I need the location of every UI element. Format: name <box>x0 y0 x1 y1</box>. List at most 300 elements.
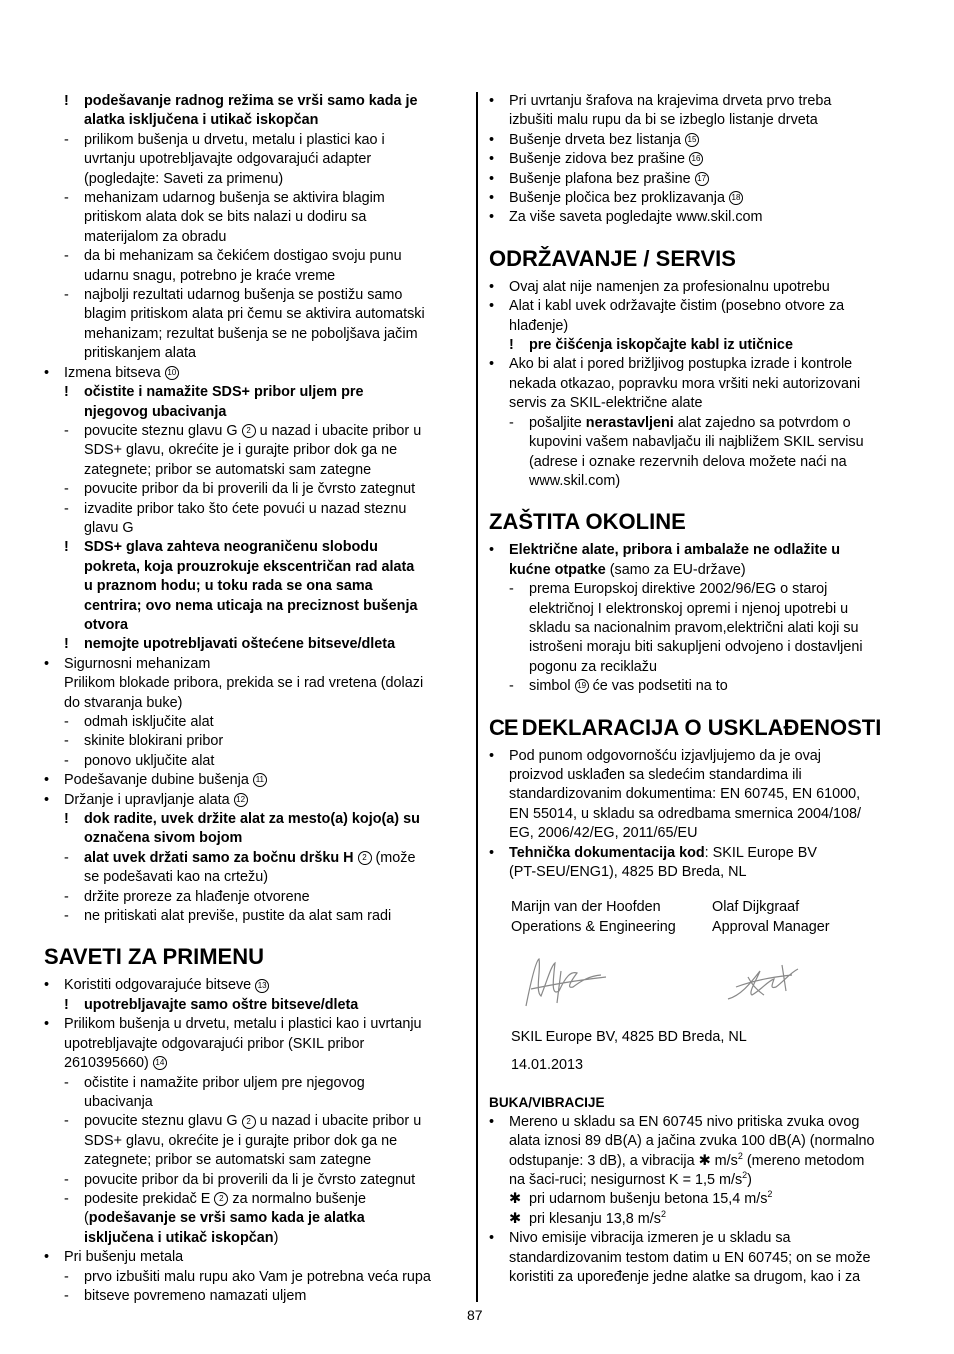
dash-marker: - <box>64 908 69 925</box>
text-line <box>489 824 913 843</box>
text-line <box>489 150 913 169</box>
dash-marker: - <box>64 1113 69 1130</box>
text-line <box>44 111 466 130</box>
text-line <box>44 267 466 286</box>
text-line <box>44 538 466 557</box>
line-text-tail: alat zajedno sa potvrdom o <box>673 414 851 431</box>
dash-marker: - <box>64 248 69 265</box>
text-line <box>489 1132 913 1151</box>
line-text: Prilikom blokade pribora, prekida se i rad vretena (dolazi <box>64 675 424 692</box>
line-text: alat uvek držati samo za bočnu dršku H <box>84 849 354 866</box>
line-text: Alat i kabl uvek održavajte čistim (posebno otvore za <box>509 298 845 315</box>
section-heading <box>489 509 913 535</box>
text-line <box>44 674 466 693</box>
section-heading-text: DEKLARACIJA O USKLAĐENOSTI <box>521 714 882 740</box>
bullet-icon: • <box>44 655 50 672</box>
line-text: nemojte upotrebljavati oštećene bitseve/dleta <box>84 636 396 653</box>
text-line <box>489 472 913 491</box>
text-line <box>489 619 913 638</box>
line-text: upotrebljavajte samo oštre bitseve/dleta <box>84 996 359 1013</box>
line-text: prema Europskoj direktive 2002/96/EG o staroj <box>529 581 828 598</box>
line-text: Bušenje zidova bez prašine <box>509 151 685 168</box>
reference-number-icon: 17 <box>695 172 709 186</box>
warning-marker: ! <box>64 811 69 828</box>
text-line <box>44 849 466 868</box>
line-text: EN 55014, u skladu sa odredbama smernica 2004/108/ <box>509 805 861 822</box>
bullet-icon: • <box>489 131 495 148</box>
superscript: 2 <box>737 1150 743 1161</box>
text-line <box>489 600 913 619</box>
line-text: SDS+ glavu, okrećite je i gurajte pribor dok ga ne <box>84 442 398 459</box>
line-text: Podešavanje dubine bušenja <box>64 772 249 789</box>
reference-number-icon: 2 <box>242 1115 256 1129</box>
line-text-tail: (može <box>371 849 416 866</box>
text-line <box>44 1151 466 1170</box>
line-text: hlađenje) <box>509 317 569 334</box>
bullet-icon: • <box>489 356 495 373</box>
line-text: istrošeni moraju biti sakupljeni odvojeno i dostavljeni <box>529 639 863 656</box>
text-line <box>489 1113 913 1132</box>
signature-right-image <box>712 937 913 1027</box>
line-text: SDS+ glava zahteva neograničenu slobodu <box>84 539 378 556</box>
line-text: centrira; ovo nema uticaja na preciznost bušenja <box>84 597 418 614</box>
line-text: blagim pritiskom alata pri čemu se aktivira automatski <box>84 306 425 323</box>
line-text: pri udarnom bušenju betona 15,4 m/s <box>529 1191 768 1208</box>
text-line <box>44 325 466 344</box>
dash-marker: - <box>64 1190 69 1207</box>
line-text: zategnete; pribor se automatski sam zategne <box>84 461 372 478</box>
text-line <box>44 771 466 790</box>
reference-number-icon: 2 <box>242 424 256 438</box>
line-text: Pri bušenju metala <box>64 1249 184 1266</box>
line-text: pritiskanjem alata <box>84 345 196 362</box>
reference-number-icon: 13 <box>255 979 269 993</box>
reference-number-icon: 19 <box>575 679 589 693</box>
dash-marker: - <box>509 678 514 695</box>
line-text: skladu sa nacionalnim pravom,električni alati koji su <box>529 619 859 636</box>
right-column <box>489 92 913 1288</box>
line-text: Bušenje drveta bez listanja <box>509 131 681 148</box>
dash-marker: - <box>509 414 514 431</box>
text-line <box>44 868 466 887</box>
line-text: očistite i namažite pribor uljem pre njegovog <box>84 1074 365 1091</box>
text-line <box>44 208 466 227</box>
text-line <box>44 344 466 363</box>
text-line <box>489 677 913 696</box>
line-text: glavu G <box>84 519 134 536</box>
text-line <box>44 305 466 324</box>
line-text-bold: podešavanje se vrši samo kada je alatka <box>88 1210 365 1227</box>
text-line <box>44 976 466 995</box>
declaration-date: 14.01.2013 <box>511 1057 584 1074</box>
line-text-tail: u nazad i ubacite pribor u <box>255 422 422 439</box>
handwritten-signature-right <box>712 951 822 1013</box>
text-line <box>44 441 466 460</box>
text-line <box>489 844 913 863</box>
ce-mark-icon: CE <box>489 714 518 740</box>
text-line <box>44 577 466 596</box>
text-line <box>489 189 913 208</box>
text-line <box>489 375 913 394</box>
line-text: simbol <box>529 678 571 695</box>
line-text: pritiskom alata dok se bits nalazi u dodiru sa <box>84 209 367 226</box>
text-line <box>489 561 913 580</box>
text-line <box>489 1190 913 1209</box>
text-line <box>44 752 466 771</box>
text-line <box>44 1209 466 1228</box>
line-text: bitseve povremeno namazati uljem <box>84 1287 307 1304</box>
text-line <box>489 1152 913 1171</box>
text-line <box>44 519 466 538</box>
text-line <box>44 247 466 266</box>
text-line <box>44 713 466 732</box>
superscript: 2 <box>660 1209 666 1220</box>
text-line <box>44 1229 466 1248</box>
line-text: izvadite pribor tako što ćete povući u nazad steznu <box>84 500 407 517</box>
line-text: Mereno u skladu sa EN 60745 nivo pritiska zvuka ovog <box>509 1113 860 1130</box>
text-line <box>44 422 466 441</box>
line-text: prilikom bušenja u drvetu, metalu i plastici kao i <box>84 131 385 148</box>
warning-marker: ! <box>64 636 69 653</box>
line-text: kupovini vašem nabavljaču ili najbližem SKIL servisu <box>529 434 864 451</box>
line-text: kućne otpatke <box>509 561 606 578</box>
line-text: pre čišćenja iskopčajte kabl iz utičnice <box>529 337 793 354</box>
bullet-icon: • <box>489 298 495 315</box>
line-text: Pri uvrtanju šrafova na krajevima drveta prvo treba <box>509 93 832 109</box>
text-line <box>44 1171 466 1190</box>
text-line <box>44 1054 466 1073</box>
text-line <box>489 541 913 560</box>
text-line <box>44 558 466 577</box>
line-text: do stvaranja buke) <box>64 694 183 711</box>
line-text: izbušiti malu rupu da bi se izbeglo listanje drveta <box>509 112 818 129</box>
signature-left <box>489 898 712 937</box>
text-line <box>44 189 466 208</box>
text-line <box>489 785 913 804</box>
signature-left-image <box>489 937 712 1027</box>
line-text: da bi mehanizam sa čekićem dostigao svoju punu <box>84 248 402 265</box>
warning-marker: ! <box>509 337 514 354</box>
line-text: skinite blokirani pribor <box>84 733 224 750</box>
line-text: uvrtanju upotrebljavajte odgovarajući adapter <box>84 151 372 168</box>
asterisk-icon: ✱ <box>509 1210 522 1227</box>
line-text-tail: ) <box>747 1172 752 1189</box>
reference-number-icon: 12 <box>234 793 248 807</box>
asterisk-icon: ✱ <box>509 1191 522 1208</box>
text-line <box>44 635 466 654</box>
line-text: Koristiti odgovarajuće bitseve <box>64 977 252 994</box>
text-line <box>44 480 466 499</box>
line-text: mehanizam udarnog bušenja se aktivira blagim <box>84 190 385 207</box>
superscript: 2 <box>742 1170 748 1181</box>
text-line <box>489 1210 913 1229</box>
dash-marker: - <box>64 422 69 439</box>
reference-number-icon: 2 <box>358 851 372 865</box>
reference-number-icon: 15 <box>685 133 699 147</box>
line-text: Za više saveta pogledajte www.skil.com <box>509 209 763 226</box>
line-text: označena sivom bojom <box>84 830 243 847</box>
dash-marker: - <box>64 287 69 304</box>
text-line <box>44 403 466 422</box>
text-line <box>44 92 466 111</box>
text-line <box>44 461 466 480</box>
line-text-tail: za normalno bušenje <box>228 1190 367 1207</box>
page-number: 87 <box>467 1307 483 1323</box>
line-text: prvo izbušiti malu rupu ako Vam je potrebna veća rupa <box>84 1268 431 1285</box>
section-heading-text: ZAŠTITA OKOLINE <box>489 509 686 535</box>
line-text: se podešavati kao na crtežu) <box>84 869 268 886</box>
text-line <box>489 805 913 824</box>
company-line: SKIL Europe BV, 4825 BD Breda, NL <box>511 1028 747 1045</box>
text-line <box>489 580 913 599</box>
line-text: materijalom za obradu <box>84 228 227 245</box>
text-line <box>44 732 466 751</box>
section-heading-text: ODRŽAVANJE / SERVIS <box>489 245 736 271</box>
line-text: pošaljite <box>529 414 586 431</box>
line-text: mehanizam; rezultat bušenja se ne poboljšava jačim <box>84 325 418 342</box>
line-text: držite proreze za hlađenje otvorene <box>84 888 310 905</box>
bullet-icon: • <box>489 278 495 295</box>
signature-images <box>489 937 913 1027</box>
reference-number-icon: 10 <box>165 366 179 380</box>
reference-number-icon: 18 <box>729 191 743 205</box>
dash-marker: - <box>64 1287 69 1304</box>
reference-number-icon: 2 <box>214 1192 228 1206</box>
line-text-tail: : SKIL Europe BV <box>704 844 817 861</box>
dash-marker: - <box>64 1171 69 1188</box>
text-line <box>44 616 466 635</box>
text-line <box>44 1112 466 1131</box>
line-text: povucite pribor da bi proverili da li je čvrsto zategnut <box>84 1171 416 1188</box>
line-text: standardizovanim dokumentima: EN 60745, EN 61000, <box>509 786 861 803</box>
line-text: Pod punom odgovornošću izjavljujemo da je ovaj <box>509 747 821 764</box>
text-line <box>489 747 913 766</box>
text-line <box>44 829 466 848</box>
bullet-icon: • <box>489 747 495 764</box>
dash-marker: - <box>509 581 514 598</box>
line-text: Tehnička dokumentacija kod <box>509 844 705 861</box>
text-line <box>44 1015 466 1034</box>
dash-marker: - <box>64 888 69 905</box>
right-column-lines <box>489 92 913 882</box>
signer-right-title: Approval Manager <box>712 918 830 935</box>
reference-number-icon: 14 <box>153 1056 167 1070</box>
text-line <box>44 1035 466 1054</box>
text-line <box>44 150 466 169</box>
line-text: Nivo emisije vibracija izmeren je u skladu sa <box>509 1230 791 1247</box>
dash-marker: - <box>64 714 69 730</box>
text-line <box>489 1249 913 1268</box>
reference-number-icon: 11 <box>253 773 267 787</box>
line-text: 2610395660) <box>64 1055 149 1072</box>
warning-marker: ! <box>64 384 69 401</box>
line-text: Ovaj alat nije namenjen za profesionalnu upotrebu <box>509 278 830 295</box>
text-line <box>44 1074 466 1093</box>
line-text: ponovo uključite alat <box>84 752 215 769</box>
bullet-icon: • <box>489 151 495 168</box>
text-line <box>44 597 466 616</box>
line-text: pogonu za reciklažu <box>529 658 657 675</box>
text-line <box>489 317 913 336</box>
bullet-icon: • <box>44 772 50 789</box>
line-text: udarnu snagu, potrebno je kraće vreme <box>84 267 336 284</box>
buka-heading: BUKA/VIBRACIJE <box>489 1095 605 1111</box>
warning-marker: ! <box>64 996 69 1013</box>
line-text: Bušenje pločica bez proklizavanja <box>509 190 725 207</box>
line-text: EG, 2006/42/EG, 2011/65/EU <box>509 825 698 842</box>
bullet-icon: • <box>44 791 50 808</box>
line-text: upotrebljavajte odgovarajući pribor (SKIL pribor <box>64 1035 365 1052</box>
line-text: nekada otkazao, popravku mora vršiti neki autorizovani <box>509 375 861 392</box>
text-line <box>44 170 466 189</box>
text-line <box>44 383 466 402</box>
line-text: povucite steznu glavu G <box>84 422 238 439</box>
signer-left-title: Operations & Engineering <box>511 918 676 935</box>
bullet-icon: • <box>489 1113 495 1130</box>
line-text: zategnete; pribor se automatski sam zategne <box>84 1152 372 1169</box>
text-line <box>489 278 913 297</box>
text-line <box>44 1248 466 1267</box>
bullet-icon: • <box>489 170 495 187</box>
text-line <box>489 92 913 111</box>
line-text: pri klesanju 13,8 m/s <box>529 1210 661 1227</box>
line-text-bold: nerastavljeni <box>585 414 674 431</box>
bullet-icon: • <box>489 1230 495 1247</box>
text-line <box>489 1229 913 1248</box>
text-line <box>44 228 466 247</box>
line-text: isključena i utikač iskopčan <box>84 1229 274 1246</box>
line-text: ( <box>84 1210 89 1227</box>
line-text-tail: (samo za EU-države) <box>605 561 746 578</box>
text-line <box>489 394 913 413</box>
bullet-icon: • <box>489 542 495 559</box>
signature-right <box>712 898 913 937</box>
text-line <box>489 453 913 472</box>
bullet-icon: • <box>44 977 50 994</box>
text-line <box>44 655 466 674</box>
text-line <box>489 1268 913 1287</box>
line-text-tail: u nazad i ubacite pribor u <box>255 1113 422 1130</box>
text-line <box>44 1190 466 1209</box>
line-text: Sigurnosni mehanizam <box>64 655 211 672</box>
text-line <box>44 1287 466 1306</box>
line-text: u praznom hodu; u toku rada se ona sama <box>84 578 373 595</box>
line-text: Prilikom bušenja u drvetu, metalu i plastici kao i uvrtanju <box>64 1016 422 1033</box>
text-line <box>489 863 913 882</box>
text-line <box>44 131 466 150</box>
text-line <box>489 297 913 316</box>
line-text: električnoj I elektronskoj opremi i njenoj upotrebi u <box>529 600 849 617</box>
line-text: njegovog ubacivanja <box>84 403 227 420</box>
section-heading <box>489 246 913 272</box>
text-line <box>44 1093 466 1112</box>
bullet-icon: • <box>44 1016 50 1033</box>
section-heading <box>44 944 466 970</box>
line-text: povucite steznu glavu G <box>84 1113 238 1130</box>
text-line <box>489 658 913 677</box>
dash-marker: - <box>64 131 69 148</box>
dash-marker: - <box>64 190 69 207</box>
line-text: Električne alate, pribora i ambalaže ne odlažite u <box>509 542 841 559</box>
dash-marker: - <box>64 500 69 517</box>
line-text: Ako bi alat i pored brižljivog postupka izrade i kontrole <box>509 356 853 373</box>
bullet-icon: • <box>489 190 495 207</box>
superscript: 2 <box>767 1189 773 1200</box>
line-text: otvora <box>84 616 128 633</box>
text-line <box>489 433 913 452</box>
text-line <box>44 364 466 383</box>
bullet-icon: • <box>489 844 495 861</box>
text-line <box>44 1132 466 1151</box>
dash-marker: - <box>64 481 69 498</box>
line-text: ubacivanja <box>84 1093 153 1110</box>
signer-right-name: Olaf Dijkgraaf <box>712 899 800 916</box>
text-line <box>44 888 466 907</box>
text-line <box>44 1268 466 1287</box>
section-heading <box>489 715 913 741</box>
line-text: (pogledajte: Saveti za primenu) <box>84 170 284 187</box>
line-text: podesite prekidač E <box>84 1190 211 1207</box>
signer-left-name: Marijn van der Hoofden <box>511 899 661 916</box>
line-text: Izmena bitseva <box>64 364 161 381</box>
bullet-icon: • <box>489 209 495 226</box>
text-line <box>489 208 913 227</box>
line-text: najbolji rezultati udarnog bušenja se postižu samo <box>84 287 403 304</box>
line-text: alata iznosi 89 dB(A) a jačina zvuka 100 dB(A) (normalno <box>509 1133 875 1150</box>
line-text: (PT-SEU/ENG1), 4825 BD Breda, NL <box>509 864 747 880</box>
line-text: (adrese i oznake rezervnih delova možete naći na <box>529 453 847 470</box>
dash-marker: - <box>64 1268 69 1285</box>
column-divider <box>476 92 478 1302</box>
line-text: standardizovanim testom datim u EN 60745; on se može <box>509 1249 871 1266</box>
line-text: podešavanje radnog režima se vrši samo kada je <box>84 93 418 109</box>
text-line <box>44 996 466 1015</box>
warning-marker: ! <box>64 93 69 109</box>
text-line <box>489 170 913 189</box>
text-line <box>44 694 466 713</box>
left-column <box>44 92 466 1306</box>
text-line <box>44 286 466 305</box>
text-line <box>44 500 466 519</box>
line-text: povucite pribor da bi proverili da li je čvrsto zategnut <box>84 481 416 498</box>
dash-marker: - <box>64 752 69 769</box>
line-text: Bušenje plafona bez prašine <box>509 170 691 187</box>
line-text: dok radite, uvek držite alat za mesto(a) kojo(a) su <box>84 811 420 828</box>
bullet-icon: • <box>489 93 495 109</box>
text-line <box>44 810 466 829</box>
text-line <box>489 638 913 657</box>
handwritten-signature-left <box>511 951 621 1013</box>
text-line <box>489 336 913 355</box>
text-line <box>489 1171 913 1190</box>
bullet-icon: • <box>44 1249 50 1266</box>
text-line <box>489 766 913 785</box>
dash-marker: - <box>64 849 69 866</box>
section-heading-text: SAVETI ZA PRIMENU <box>44 944 265 970</box>
line-text: na šaci-ruci; nesigurnost K = 1,5 m/s <box>509 1172 743 1189</box>
line-text: alatka isključena i utikač iskopčan <box>84 112 319 129</box>
line-text: koristiti za upoređenje jedne alatke sa drugom, kao i za <box>509 1269 861 1286</box>
signature-block <box>489 898 913 937</box>
line-text: ne pritiskati alat previše, pustite da alat sam radi <box>84 908 392 925</box>
dash-marker: - <box>64 733 69 750</box>
line-text: servis za SKIL-električne alate <box>509 395 703 412</box>
line-text: očistite i namažite SDS+ pribor uljem pre <box>84 384 364 401</box>
line-text: pokreta, koja prouzrokuje ekscentričan rad alata <box>84 558 415 575</box>
line-text: odmah isključite alat <box>84 714 214 730</box>
line-text-tail: ) <box>273 1229 279 1246</box>
line-text: SDS+ glavu, okrećite je i gurajte pribor dok ga ne <box>84 1132 398 1149</box>
